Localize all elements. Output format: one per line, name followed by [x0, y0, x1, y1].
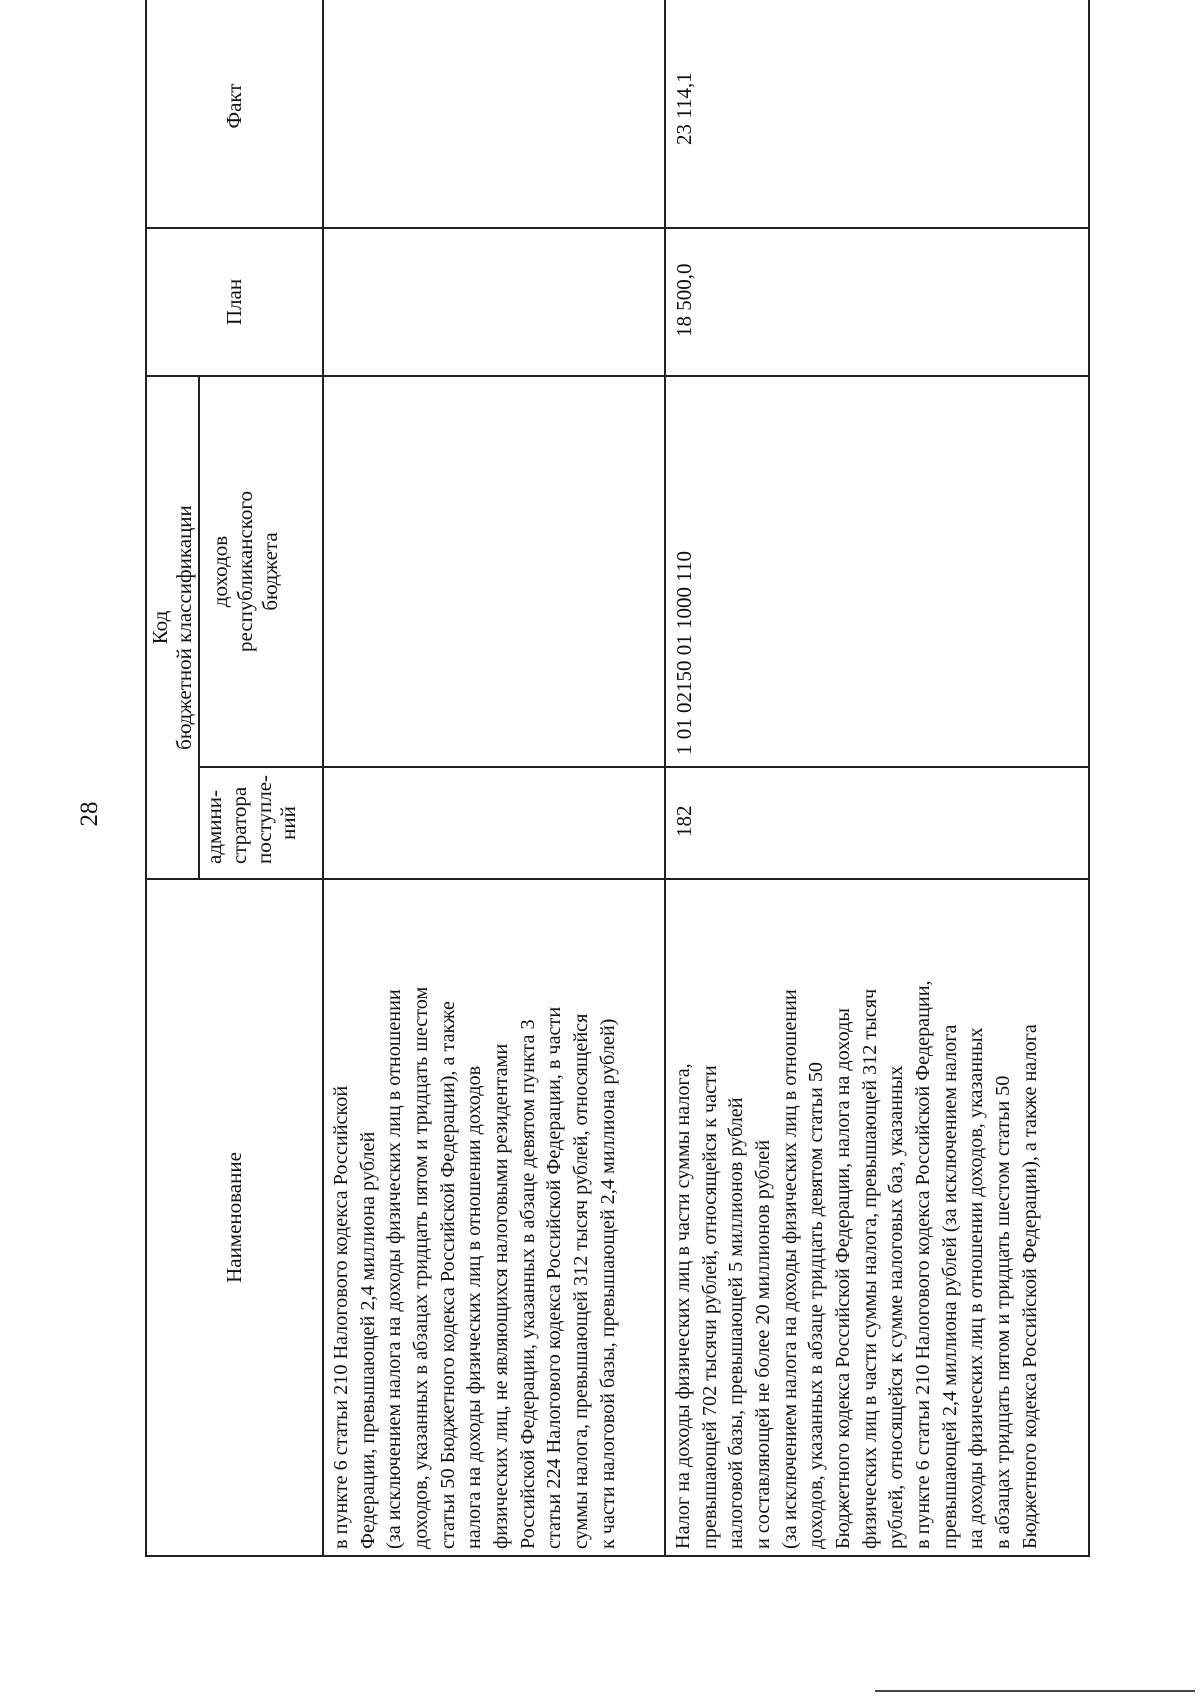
header-admin-line-3: поступле- [251, 774, 276, 864]
header-name: Наименование [221, 1152, 246, 1283]
row-2-name [666, 880, 1090, 1555]
header-plan: План [221, 278, 246, 326]
row-2-name-line: (за исключением налога на доходы физических лиц в отношении [778, 989, 801, 1549]
row-2-name-line: физических лиц в части суммы налога, превышающей 312 тысяч [858, 988, 881, 1549]
row-1-name [324, 880, 664, 1555]
header-code-line-2: бюджетной классификации [171, 505, 196, 750]
row-1-name-line: Российской Федерации, указанных в абзаце девятом пункта 3 [516, 1019, 539, 1549]
row-1-name-line: статьи 224 Налогового кодекса Российской Федерации, в части [543, 1006, 566, 1549]
header-code-group [147, 377, 198, 878]
header-revenue-line-2: республиканского [233, 491, 258, 652]
header-admin-line-2: стратора [226, 786, 251, 864]
page-number: 28 [76, 801, 103, 827]
row-1-name-line: к части налоговой базы, превышающей 2,4 миллиона рублей) [596, 1018, 619, 1549]
header-fact: Факт [221, 83, 246, 129]
row-1-name-line: физических лиц, не являющихся налоговыми резидентами [489, 1043, 512, 1549]
header-admin [200, 768, 322, 878]
row-1-name-line: налога на доходы физических лиц в отношении доходов [463, 1065, 486, 1549]
row-2-name-line: в пункте 6 статьи 210 Налогового кодекса Российской Федерации, [911, 980, 934, 1549]
row-2-name-line: доходов, указанных в абзаце тридцать девятом статьи 50 [805, 1061, 828, 1549]
row-1-name-line: суммы налога, превышающей 312 тысяч рублей, относящейся [569, 1013, 592, 1549]
row-2-plan: 18 500,0 [672, 263, 696, 337]
row-1-name-line: доходов, указанных в абзацах тридцать пятом и тридцать шестом [409, 986, 432, 1549]
row-2-name-line: в абзацах тридцать пятом и тридцать шестом статьи 50 [991, 1075, 1014, 1549]
row-2-name-line: Налог на доходы физических лиц в части суммы налога, [672, 1063, 694, 1549]
row-1-name-line: в пункте 6 статьи 210 Налогового кодекса Российской [330, 1085, 352, 1549]
row-2-name-line: на доходы физических лиц в отношении доходов, указанных [965, 1027, 988, 1549]
header-admin-line-1: админи- [202, 789, 226, 864]
row-1-name-line: (за исключением налога на доходы физических лиц в отношении [383, 989, 406, 1549]
header-revenue [200, 377, 322, 766]
header-code-line-1: Код [148, 610, 173, 645]
header-admin-line-4: ний [276, 806, 301, 840]
budget-table [145, 0, 1090, 1557]
row-2-fact: 23 114,1 [672, 72, 696, 145]
row-2-name-line: Бюджетного кодекса Российской Федерации, налога на доходы [831, 1008, 854, 1549]
row-1-name-line: статьи 50 Бюджетного кодекса Российской Федерации), а также [436, 1001, 459, 1549]
row-1-name-line: Федерации, превышающей 2,4 миллиона рублей [356, 1131, 379, 1549]
row-2-name-line: Бюджетного кодекса Российской Федерации), а также налога [1018, 1024, 1041, 1549]
rotated-table-wrapper [145, 0, 1090, 1557]
row-2-revenue-code: 1 01 02150 01 1000 110 [672, 551, 696, 755]
bottom-edge-rule [875, 1690, 1195, 1692]
header-revenue-line-3: бюджета [258, 532, 283, 611]
row-2-name-line: превышающей 2,4 миллиона рублей (за исключением налога [938, 1024, 961, 1549]
col-divider-admin [199, 766, 1090, 768]
row-2-name-line: превышающей 702 тысячи рублей, относящейся к части [698, 1065, 721, 1549]
row-2-name-line: и составляющей не более 20 миллионов рублей [751, 1139, 774, 1549]
header-revenue-line-1: доходов [208, 535, 232, 608]
row-2-admin: 182 [672, 805, 696, 837]
row-2-name-line: налоговой базы, превышающей 5 миллионов рублей [725, 1097, 748, 1549]
row-2-name-line: рублей, относящейся к сумме налоговых баз, указанных [885, 1065, 908, 1549]
